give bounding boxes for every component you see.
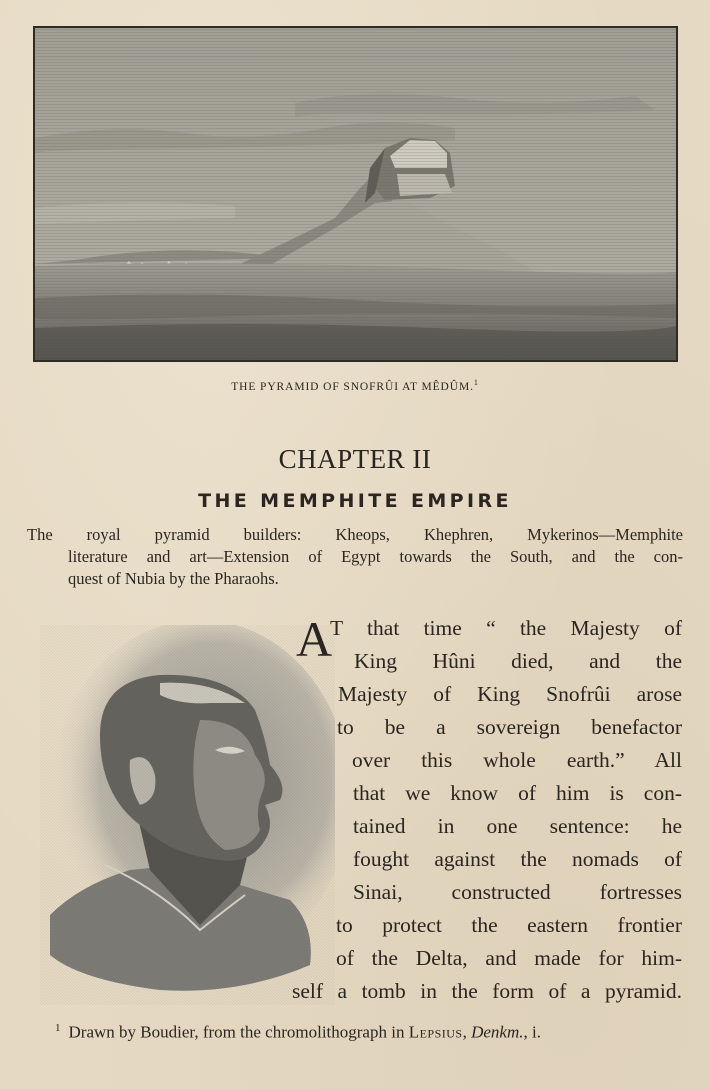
body-line: fought against the nomads of [353,847,682,871]
body-line: that we know of him is con- [353,781,682,805]
body-line: Majesty of King Snofrûi arose [338,682,682,706]
body-line: King Hûni died, and the [354,649,682,673]
pyramid-illustration [33,26,678,362]
body-line: to protect the eastern frontier [336,913,682,937]
footnote-separator: , [462,1022,472,1042]
body-line: self a tomb in the form of a pyramid. [292,979,682,1003]
caption-footnote-marker: 1 [473,378,479,387]
chapter-summary [27,524,683,590]
drop-cap: A [296,611,333,667]
summary-line: literature and art—Extension of Egypt towards the South, and the con- [68,547,683,566]
body-line: to be a sovereign benefactor [337,715,682,739]
body-line: over this whole earth.” All [352,748,682,772]
footnote [55,1022,680,1043]
body-paragraph [290,612,682,1008]
chapter-title: THE MEMPHITE EMPIRE [198,490,512,512]
body-line: T that time “ the Majesty of [330,616,682,640]
footnote-text: Drawn by Boudier, from the chromolithograph in [68,1022,409,1042]
body-line: tained in one sentence: he [353,814,682,838]
footnote-work: Denkm. [471,1022,524,1042]
caption-text: THE PYRAMID OF SNOFRÛI AT MÊDÛM. [231,380,474,393]
body-line: of the Delta, and made for him- [336,946,682,970]
summary-line: quest of Nubia by the Pharaohs. [68,569,279,588]
chapter-number: CHAPTER II [278,444,432,474]
body-line: Sinai, constructed fortresses [353,880,682,904]
footnote-volume: , i. [523,1022,541,1042]
footnote-marker: 1 [55,1022,61,1034]
footnote-author: Lepsius [408,1022,463,1042]
illustration-caption [0,378,710,393]
summary-line: The royal pyramid builders: Kheops, Khephren, Mykerinos—Memphite [27,525,683,544]
